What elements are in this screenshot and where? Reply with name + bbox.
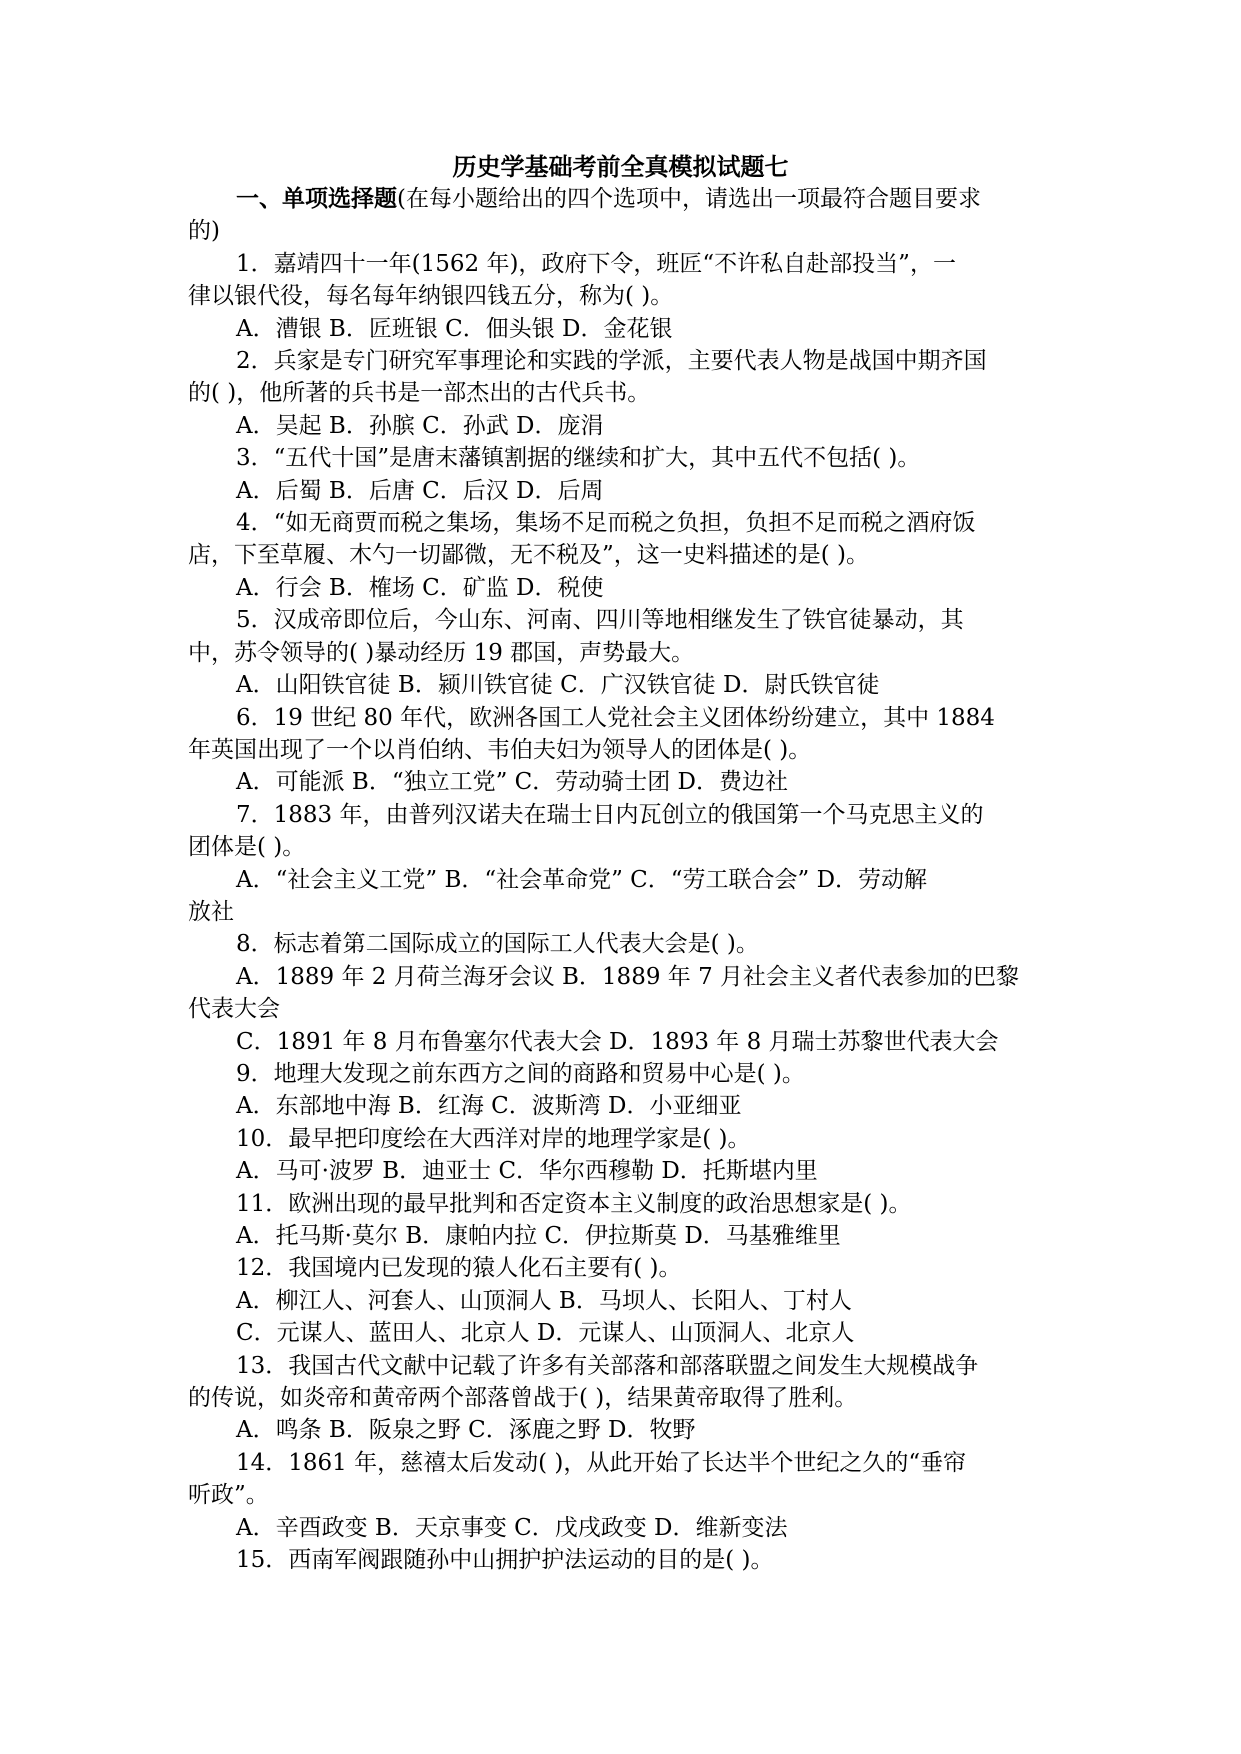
text-line: 2．兵家是专门研究军事理论和实践的学派，主要代表人物是战国中期齐国 <box>236 348 987 375</box>
text-line: 中，苏令领导的( )暴动经历 19 郡国，声势最大。 <box>188 639 695 666</box>
text-line: 5．汉成帝即位后，今山东、河南、四川等地相继发生了铁官徒暴动，其 <box>236 607 964 634</box>
text-line: C．1891 年 8 月布鲁塞尔代表大会 D．1893 年 8 月瑞士苏黎世代表大会 <box>236 1028 999 1055</box>
text-line: 3．“五代十国”是唐末藩镇割据的继续和扩大，其中五代不包括( )。 <box>236 445 921 472</box>
text-line: 律以银代役，每名每年纳银四钱五分，称为( )。 <box>188 283 674 310</box>
text-line: 7．1883 年，由普列汉诺夫在瑞士日内瓦创立的俄国第一个马克思主义的 <box>236 801 984 828</box>
text-line: A．行会 B．榷场 C．矿监 D．税使 <box>236 574 604 601</box>
text-line: A．漕银 B．匠班银 C．佃头银 D．金花银 <box>236 315 673 342</box>
section-heading-line <box>188 183 1050 215</box>
text-line: A．柳江人、河套人、山顶洞人 B．马坝人、长阳人、丁村人 <box>236 1287 852 1314</box>
text-line: 10．最早把印度绘在大西洋对岸的地理学家是( )。 <box>236 1125 751 1152</box>
text-line: A．吴起 B．孙膑 C．孙武 D．庞涓 <box>236 412 604 439</box>
text-line: 年英国出现了一个以肖伯纳、韦伯夫妇为领导人的团体是( )。 <box>188 736 812 763</box>
document-body <box>188 183 1050 1576</box>
text-line: A．山阳铁官徒 B．颍川铁官徒 C．广汉铁官徒 D．尉氏铁官徒 <box>236 672 880 699</box>
text-line: 15．西南军阀跟随孙中山拥护护法运动的目的是( )。 <box>236 1547 774 1574</box>
document-title: 历史学基础考前全真模拟试题七 <box>452 152 789 181</box>
text-line: 1．嘉靖四十一年(1562 年)，政府下令，班匠“不许私自赴部投当”，一 <box>236 250 956 277</box>
text-line: 14．1861 年，慈禧太后发动( )，从此开始了长达半个世纪之久的“垂帘 <box>236 1449 967 1476</box>
text-line: 团体是( )。 <box>188 834 306 861</box>
text-line: A．马可·波罗 B．迪亚士 C．华尔西穆勒 D．托斯堪内里 <box>236 1158 818 1185</box>
text-line: A．东部地中海 B．红海 C．波斯湾 D．小亚细亚 <box>236 1093 742 1120</box>
text-line: 的传说，如炎帝和黄帝两个部落曾战于( )，结果黄帝取得了胜利。 <box>188 1385 858 1412</box>
text-line: A．辛酉政变 B．天京事变 C．戊戌政变 D．维新变法 <box>236 1514 788 1541</box>
text-line: 代表大会 <box>188 996 280 1023</box>
text-line: 12．我国境内已发现的猿人化石主要有( )。 <box>236 1255 682 1282</box>
text-line: 4．“如无商贾而税之集场，集场不足而税之负担，负担不足而税之酒府饭 <box>236 510 976 537</box>
section-heading: 一、单项选择题 <box>236 185 397 212</box>
text-line: 13．我国古代文献中记载了许多有关部落和部落联盟之间发生大规模战争 <box>236 1352 979 1379</box>
text-line: A．1889 年 2 月荷兰海牙会议 B．1889 年 7 月社会主义者代表参加的巴黎 <box>236 963 1020 990</box>
text-line: 6．19 世纪 80 年代，欧洲各国工人党社会主义团体纷纷建立，其中 1884 <box>236 704 995 731</box>
text-line: C．元谋人、蓝田人、北京人 D．元谋人、山顶洞人、北京人 <box>236 1320 855 1347</box>
text-line: 的( )，他所著的兵书是一部杰出的古代兵书。 <box>188 380 651 407</box>
text-line: A．“社会主义工党” B．“社会革命党” C．“劳工联合会” D．劳动解 <box>236 866 928 893</box>
text-line: 放社 <box>188 898 234 925</box>
text-line: A．后蜀 B．后唐 C．后汉 D．后周 <box>236 477 604 504</box>
text-line: 11．欧洲出现的最早批判和否定资本主义制度的政治思想家是( )。 <box>236 1190 912 1217</box>
text-line: A．鸣条 B．阪泉之野 C．涿鹿之野 D．牧野 <box>236 1417 696 1444</box>
text-line: 8．标志着第二国际成立的国际工人代表大会是( )。 <box>236 931 759 958</box>
section-instruction-continued: 的) <box>188 218 220 245</box>
text-line: A．托马斯·莫尔 B．康帕内拉 C．伊拉斯莫 D．马基雅维里 <box>236 1223 841 1249</box>
text-line: 9．地理大发现之前东西方之间的商路和贸易中心是( )。 <box>236 1060 805 1087</box>
section-instruction: (在每小题给出的四个选项中，请选出一项最符合题目要求 <box>397 186 981 212</box>
text-line: 听政”。 <box>188 1482 269 1509</box>
text-line: A．可能派 B．“独立工党” C．劳动骑士团 D．费边社 <box>236 769 788 796</box>
text-line: 店，下至草履、木勺一切鄙微，无不税及”，这一史料描述的是( )。 <box>188 542 870 569</box>
